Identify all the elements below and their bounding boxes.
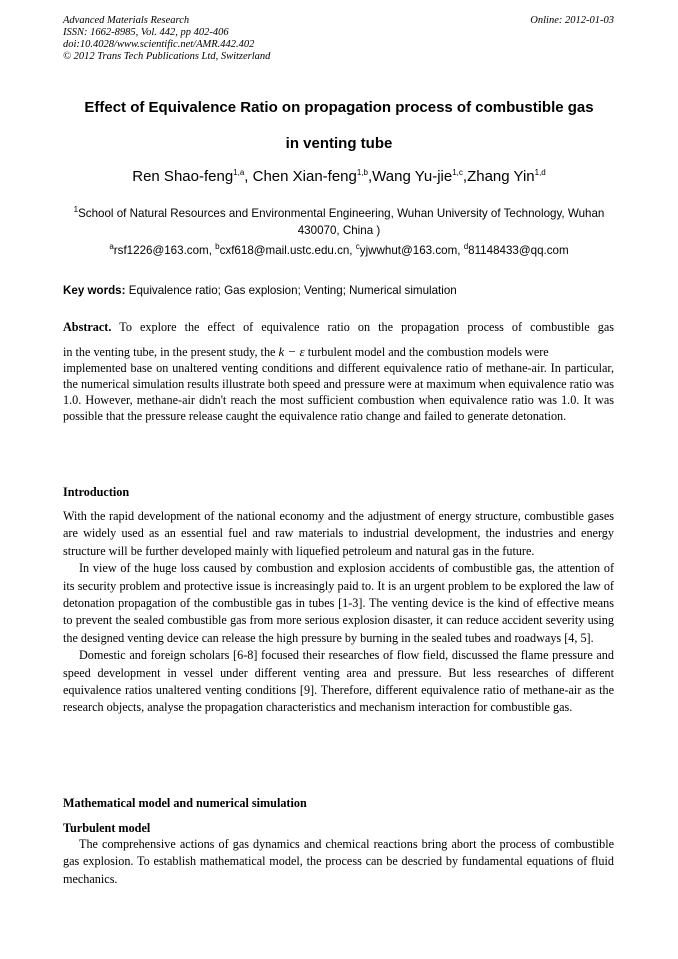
email-sup: b [215, 242, 220, 252]
keywords [63, 284, 615, 297]
author-name: Wang Yu-jie [372, 168, 453, 185]
keywords-label: Key words: [63, 284, 126, 297]
abstract-text-2a: in the venting tube, in the present study, the [63, 344, 279, 359]
k-epsilon-symbol: k − ε [278, 343, 305, 359]
email-sup: c [355, 242, 360, 252]
copyright-line: © 2012 Trans Tech Publications Ltd, Switzerland [63, 51, 271, 62]
abstract-line-2 [63, 343, 614, 361]
math-model-body [63, 836, 614, 888]
author-separator: , [368, 168, 373, 185]
email-address: 81148433@qq.com [468, 244, 569, 257]
abstract-text-rest: implemented base on unaltered venting conditions and different equivalence ratio of methane-air. In particular, the numerical simulation results illustrate both speed and pressure were at maximum when equivalence ratio was 1.0. However, methane-air didn't reach the most sufficient combustion when equivalence ratio was 1.0. It was possible that the pressure release caught the equivalence ratio change and failed to generate detonation. [63, 360, 614, 423]
abstract [63, 320, 614, 425]
author-affil-sup: 1,c [452, 168, 463, 177]
affiliation-sup: 1 [73, 205, 79, 215]
turbulent-model-subheading: Turbulent model [63, 821, 151, 835]
online-date: Online: 2012-01-03 [530, 15, 614, 26]
author-separator: , [462, 168, 468, 185]
intro-paragraph-2: In view of the huge loss caused by combustion and explosion accidents of combustible gas, the attention of its security problem and protective issue is increasingly paid to. It is an urgent problem to be explored the law of detonation propagation of the combustible gas in tubes [1-3]. The venting device is the kind of effective means to prevent the sealed combustible gas from more serious explosion disaster, it can reduce accident severity using the designed venting device can release the high pressure by burning in the sealed tubes and roadways [4, 5]. [63, 561, 614, 645]
journal-name: Advanced Materials Research [63, 15, 190, 26]
title-line-2: in venting tube [285, 135, 393, 152]
abstract-text-2b: turbulent model and the combustion models were [304, 344, 549, 359]
issn-line: ISSN: 1662-8985, Vol. 442, pp 402-406 [63, 27, 229, 38]
author-affil-sup: 1,a [233, 168, 245, 177]
email-address: cxf618@mail.ustc.edu.cn, [219, 244, 356, 257]
affiliation-text: School of Natural Resources and Environmental Engineering, Wuhan University of Technology, Wuhan 430070, China ) [78, 207, 605, 237]
email-address: rsf1226@163.com, [113, 244, 216, 257]
email-list [40, 244, 638, 257]
abstract-line-1 [63, 320, 614, 336]
journal-header-info [63, 15, 270, 63]
abstract-label: Abstract. [63, 320, 112, 334]
email-sup: d [463, 242, 469, 252]
email-address: yjwwhut@163.com, [359, 244, 464, 257]
intro-paragraph-1: With the rapid development of the national economy and the adjustment of energy structure, combustible gases are widely used as an essential fuel and raw materials to industrial development, the industries and energy structure will be further developed mainly with liquefied petroleum and natural gas in the future. [63, 509, 614, 558]
email-sup: a [109, 242, 114, 252]
keywords-text: Equivalence ratio; Gas explosion; Venting; Numerical simulation [125, 284, 457, 297]
affiliation [56, 205, 622, 239]
author-name: Ren Shao-feng [132, 168, 234, 185]
author-separator: , [244, 168, 253, 185]
title-line-1: Effect of Equivalence Ratio on propagation process of combustible gas [84, 99, 594, 116]
author-affil-sup: 1,d [534, 168, 546, 177]
author-name: Chen Xian-feng [252, 168, 357, 185]
author-affil-sup: 1,b [356, 168, 368, 177]
abstract-text-1: To explore the effect of equivalence ratio on the propagation process of combustible gas [111, 320, 614, 334]
math-model-paragraph: The comprehensive actions of gas dynamics and chemical reactions bring abort the process of combustible gas explosion. To establish mathematical model, the process can be descried by fundamental equations of fluid mechanics. [63, 837, 614, 886]
intro-paragraph-3: Domestic and foreign scholars [6-8] focused their researches of flow field, discussed the flame pressure and speed development in vessel under different venting area and pressure. But less researches of different equivalence ratios unaltered venting conditions [9]. Therefore, different equivalence ratio of methane-air as the research objects, analyse the propagation characteristics and mechanism interaction for combustible gas. [63, 648, 614, 715]
paper-title [40, 90, 638, 162]
doi-line: doi:10.4028/www.scientific.net/AMR.442.402 [63, 39, 255, 50]
introduction-body [63, 508, 614, 717]
author-name: Zhang Yin [467, 168, 535, 185]
author-list [40, 168, 638, 185]
math-model-heading: Mathematical model and numerical simulation [63, 796, 307, 810]
introduction-heading: Introduction [63, 485, 130, 499]
